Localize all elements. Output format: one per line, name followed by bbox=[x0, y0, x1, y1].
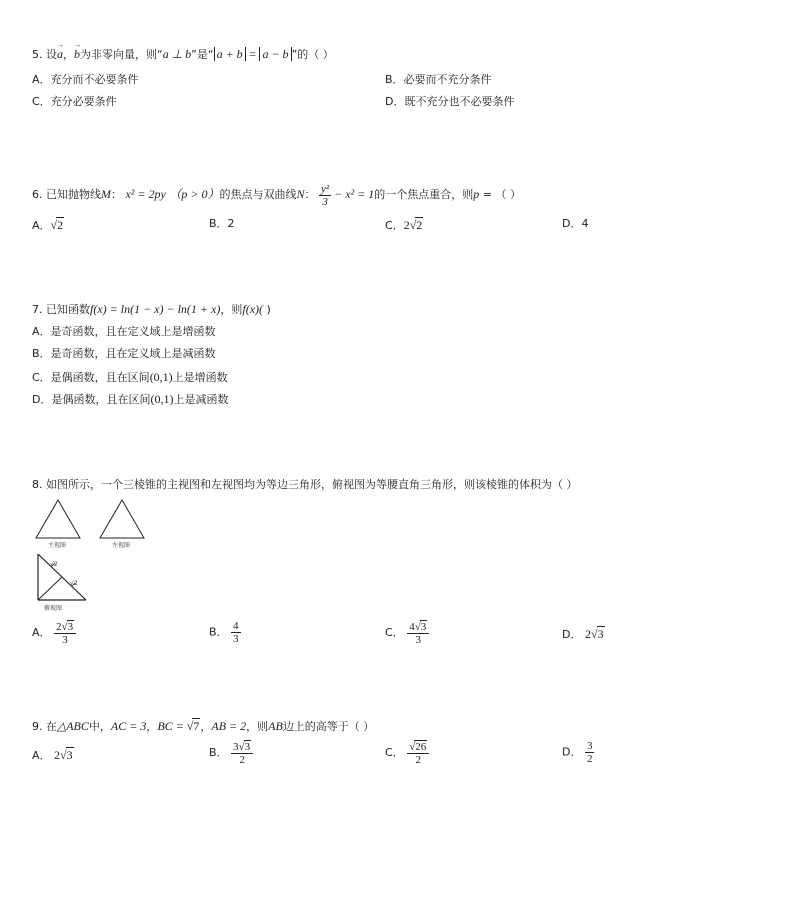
q9-option-d-den: 2 bbox=[586, 753, 593, 765]
q7-option-d[interactable] bbox=[32, 392, 228, 407]
q8-option-c-den: 3 bbox=[415, 634, 421, 646]
q6-option-a-radicand: 2 bbox=[57, 218, 64, 232]
q9-stem bbox=[32, 718, 374, 734]
q6-option-d[interactable]: D．4 bbox=[562, 217, 589, 230]
q9-option-a[interactable] bbox=[32, 747, 74, 763]
q9-stem-c: ，则 bbox=[246, 720, 269, 733]
q8-top-view-edge-label-1: √2 bbox=[50, 561, 58, 568]
q6-frac-num: y² bbox=[320, 182, 330, 195]
q6-parabola-equation: x² = 2py bbox=[125, 187, 166, 201]
q9-option-b-num: 3√3 bbox=[231, 740, 253, 754]
q7-stem-b: ，则 bbox=[220, 303, 243, 316]
q8-option-b[interactable] bbox=[209, 620, 241, 645]
q6-p: p bbox=[473, 187, 480, 201]
q5-abs-sum: a + b bbox=[214, 47, 246, 61]
q5-vector-a: → a bbox=[57, 47, 63, 61]
q7-option-b[interactable]: B．是奇函数，且在定义域上是减函数 bbox=[32, 347, 216, 360]
q9-sep-2: ， bbox=[200, 720, 212, 733]
q8-option-d-sqrt: √3 bbox=[590, 627, 604, 641]
q6-stem-b: 的焦点与双曲线 bbox=[219, 188, 297, 201]
q9-option-a-sqrt: √3 bbox=[60, 748, 73, 762]
q5-equals: = bbox=[249, 47, 256, 61]
q8-front-view-triangle bbox=[36, 500, 80, 538]
q6-stem-c: 的一个焦点重合，则 bbox=[374, 188, 474, 201]
q6-stem-a: 6. 已知抛物线 bbox=[32, 188, 101, 201]
q7-option-a[interactable]: A．是奇函数，且在定义域上是增函数 bbox=[32, 325, 216, 338]
q6-option-c[interactable] bbox=[385, 217, 423, 233]
q8-option-a-den: 3 bbox=[62, 634, 68, 646]
q8-option-b-label: B． bbox=[209, 625, 228, 639]
q6-colon-2: ： bbox=[304, 188, 316, 201]
q5-option-b[interactable]: B．必要而不充分条件 bbox=[385, 73, 492, 86]
q8-option-d-label: D． bbox=[562, 628, 582, 641]
q8-option-a[interactable] bbox=[32, 620, 76, 646]
q6-option-a[interactable] bbox=[32, 217, 64, 233]
q5-stem-a: 5. 设 bbox=[32, 48, 57, 61]
q8-option-b-fraction bbox=[231, 620, 241, 645]
q8-option-c[interactable] bbox=[385, 620, 429, 646]
q9-option-d-label: D． bbox=[562, 745, 582, 759]
q6-option-c-label: C． bbox=[385, 219, 404, 232]
q7-option-d-interval: (0,1) bbox=[150, 392, 174, 406]
q9-option-d[interactable] bbox=[562, 740, 594, 765]
q9-sep-1: ， bbox=[146, 720, 158, 733]
q6-option-a-value: √2 bbox=[50, 218, 64, 232]
q9-option-d-fraction bbox=[585, 740, 595, 765]
q6-hyperbola-rest: − x² = 1 bbox=[331, 187, 375, 201]
q9-bc: BC = bbox=[157, 719, 187, 733]
q9-option-b-num-radicand: 3 bbox=[244, 741, 251, 753]
q8-option-a-num: 2√3 bbox=[54, 620, 76, 634]
q8-top-view-figure bbox=[34, 552, 90, 604]
q6-parabola-name: M bbox=[101, 187, 111, 201]
q6-condition: （p > 0） bbox=[169, 187, 220, 201]
q9-option-b-fraction bbox=[231, 740, 253, 766]
q5-vector-b: → b bbox=[74, 47, 80, 61]
q7-stem bbox=[32, 302, 271, 317]
q9-bc-radicand: 7 bbox=[193, 719, 200, 733]
q9-option-a-coef: 2 bbox=[54, 748, 61, 762]
q6-colon: ： bbox=[111, 188, 122, 201]
q5-option-d[interactable]: D．既不充分也不必要条件 bbox=[385, 95, 515, 108]
q9-option-a-label: A． bbox=[32, 749, 51, 762]
q8-option-c-num-coef: 4 bbox=[409, 621, 415, 633]
q9-option-c-num-radicand: 26 bbox=[415, 741, 427, 753]
q7-option-c-interval: (0,1) bbox=[149, 370, 173, 384]
q7-function: f(x) = ln(1 − x) − ln(1 + x) bbox=[90, 302, 221, 316]
q8-option-a-fraction bbox=[54, 620, 76, 646]
q6-option-c-coef: 2 bbox=[403, 218, 410, 232]
q6-option-c-radicand: 2 bbox=[416, 218, 423, 232]
q9-option-c[interactable] bbox=[385, 740, 429, 766]
q5-stem-c: ”是“ bbox=[191, 48, 214, 61]
q5-stem-d: ”的（ ） bbox=[291, 48, 334, 61]
q8-option-c-label: C． bbox=[385, 626, 404, 639]
q8-option-d-radicand: 3 bbox=[597, 627, 604, 641]
q8-left-view-label: 左视图 bbox=[112, 542, 131, 549]
q7-stem-c: ) bbox=[263, 303, 271, 316]
q9-option-b-num-coef: 3 bbox=[233, 741, 239, 753]
q7-stem-a: 7. 已知函数 bbox=[32, 303, 90, 316]
q8-stem: 8. 如图所示，一个三棱锥的主视图和左视图均为等边三角形，俯视图为等腰直角三角形，则该棱锥的体积为（ ） bbox=[32, 478, 578, 491]
q6-stem-d: = （ ） bbox=[479, 188, 522, 201]
q6-option-b[interactable]: B．2 bbox=[209, 217, 235, 230]
q6-stem bbox=[32, 180, 521, 209]
q6-option-c-sqrt: √2 bbox=[409, 218, 423, 232]
q6-option-a-label: A． bbox=[32, 219, 51, 232]
q6-hyperbola-name: N bbox=[296, 187, 305, 201]
q9-option-d-num: 3 bbox=[586, 740, 593, 752]
q9-option-b-den: 2 bbox=[239, 754, 245, 766]
q8-front-view-figure bbox=[34, 498, 82, 542]
q9-option-c-num: √26 bbox=[407, 740, 429, 754]
q9-option-c-label: C． bbox=[385, 746, 404, 759]
q8-top-view-median bbox=[38, 577, 62, 600]
q7-option-c-text-b: 上是增函数 bbox=[172, 371, 228, 384]
q8-left-view-triangle bbox=[100, 500, 144, 538]
q7-option-d-text-b: 上是减函数 bbox=[173, 393, 229, 406]
q8-option-a-num-coef: 2 bbox=[56, 621, 62, 633]
q8-top-view-edge-label-2: √2 bbox=[70, 580, 78, 587]
q8-front-view-label: 主视图 bbox=[48, 542, 67, 549]
q9-ac: AC = 3 bbox=[110, 719, 147, 733]
q9-stem-d: 边上的高等于（ ） bbox=[282, 720, 375, 733]
q8-option-d-coef: 2 bbox=[584, 627, 591, 641]
q8-option-c-fraction bbox=[407, 620, 429, 646]
q5-sep: ， bbox=[63, 48, 74, 61]
q5-option-c[interactable]: C．充分必要条件 bbox=[32, 95, 117, 108]
q9-option-c-fraction bbox=[407, 740, 429, 766]
q7-option-d-text-a: D．是偶函数，且在区间 bbox=[32, 393, 151, 406]
q8-option-b-den: 3 bbox=[233, 633, 239, 645]
q5-abs-diff: a − b bbox=[259, 47, 291, 61]
q9-ab-side: AB bbox=[268, 719, 283, 733]
q8-left-view-figure bbox=[98, 498, 146, 542]
q8-option-a-num-radicand: 3 bbox=[67, 621, 74, 633]
q9-stem-a: 9. 在 bbox=[32, 720, 57, 733]
q9-triangle: △ABC bbox=[57, 719, 89, 733]
q9-stem-b: 中， bbox=[88, 720, 111, 733]
q6-frac-den: 3 bbox=[322, 195, 328, 208]
q8-option-b-num: 4 bbox=[233, 620, 239, 632]
q9-ab: AB = 2 bbox=[211, 719, 247, 733]
q7-option-c-text-a: C．是偶函数，且在区间 bbox=[32, 371, 150, 384]
q8-option-c-num-radicand: 3 bbox=[420, 621, 427, 633]
q6-hyperbola-fraction bbox=[319, 183, 331, 208]
q7-option-c[interactable] bbox=[32, 370, 228, 385]
q8-option-a-label: A． bbox=[32, 626, 51, 639]
q5-stem-b: 为非零向量，则“ bbox=[80, 48, 163, 61]
q9-option-b-label: B． bbox=[209, 746, 228, 759]
q8-option-c-num: 4√3 bbox=[407, 620, 429, 634]
q8-option-d[interactable] bbox=[562, 626, 605, 642]
q9-bc-sqrt: √7 bbox=[186, 719, 200, 733]
q5-option-a[interactable]: A．充分而不必要条件 bbox=[32, 73, 139, 86]
q5-perp-condition: a ⊥ b bbox=[162, 47, 192, 61]
q9-option-a-radicand: 3 bbox=[66, 748, 73, 762]
q5-stem bbox=[32, 47, 334, 62]
q9-option-b[interactable] bbox=[209, 740, 253, 766]
q8-top-view-label: 俯视图 bbox=[44, 605, 63, 612]
q9-option-c-den: 2 bbox=[415, 754, 421, 766]
q7-fx: f(x)( bbox=[242, 302, 264, 316]
